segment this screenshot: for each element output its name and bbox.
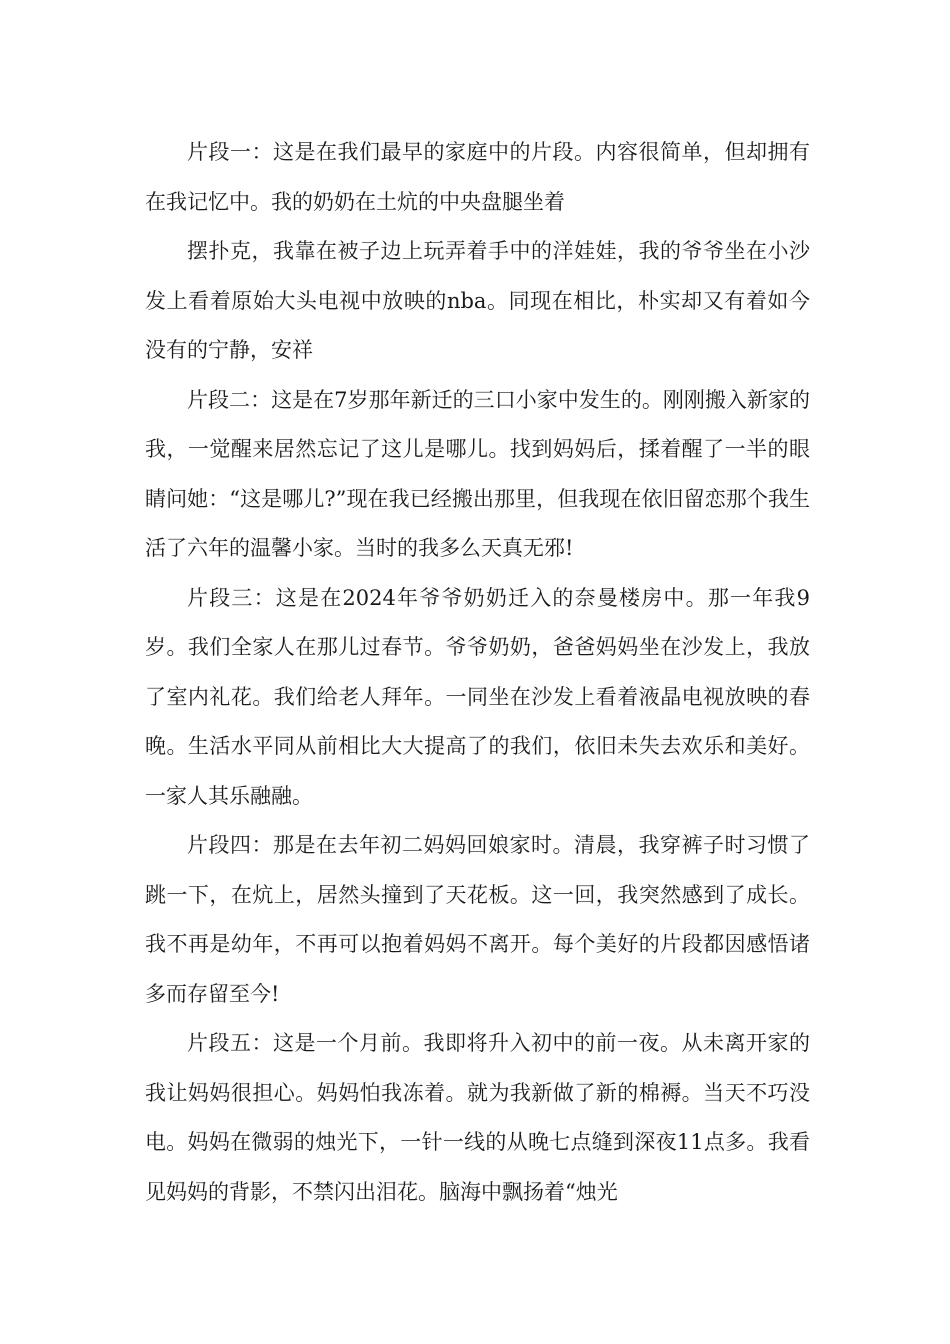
- document-body: [145, 128, 810, 1217]
- paragraph-6: 片段五：这是一个月前。我即将升入初中的前一夜。从未离开家的我让妈妈很担心。妈妈怕我冻着。就为我新做了新的棉褥。当天不巧没电。妈妈在微弱的烛光下，一针一线的从晚七点缝到深夜11点多。我看见妈妈的背影，不禁闪出泪花。脑海中飘扬着“烛光: [145, 1031, 810, 1204]
- paragraph-1: 片段一：这是在我们最早的家庭中的片段。内容很简单，但却拥有在我记忆中。我的奶奶在土炕的中央盘腿坐着: [145, 140, 810, 214]
- paragraph-5: 片段四：那是在去年初二妈妈回娘家时。清晨，我穿裤子时习惯了跳一下，在炕上，居然头撞到了天花板。这一回，我突然感到了成长。我不再是幼年，不再可以抱着妈妈不离开。每个美好的片段都因感悟诸多而存留至今!: [145, 833, 810, 1006]
- paragraph-2: 摆扑克，我靠在被子边上玩弄着手中的洋娃娃，我的爷爷坐在小沙发上看着原始大头电视中放映的nba。同现在相比，朴实却又有着如今没有的宁静，安祥: [145, 239, 810, 362]
- paragraph-4: 片段三：这是在2024年爷爷奶奶迁入的奈曼楼房中。那一年我9岁。我们全家人在那儿过春节。爷爷奶奶，爸爸妈妈坐在沙发上，我放了室内礼花。我们给老人拜年。一同坐在沙发上看着液晶电视放映的春晚。生活水平同从前相比大大提高了的我们，依旧未失去欢乐和美好。一家人其乐融融。: [145, 585, 810, 808]
- paragraph-3: 片段二：这是在7岁那年新迁的三口小家中发生的。刚刚搬入新家的我，一觉醒来居然忘记了这儿是哪儿。找到妈妈后，揉着醒了一半的眼睛问她：“这是哪儿?”现在我已经搬出那里，但我现在依旧留恋那个我生活了六年的温馨小家。当时的我多么天真无邪!: [145, 387, 810, 560]
